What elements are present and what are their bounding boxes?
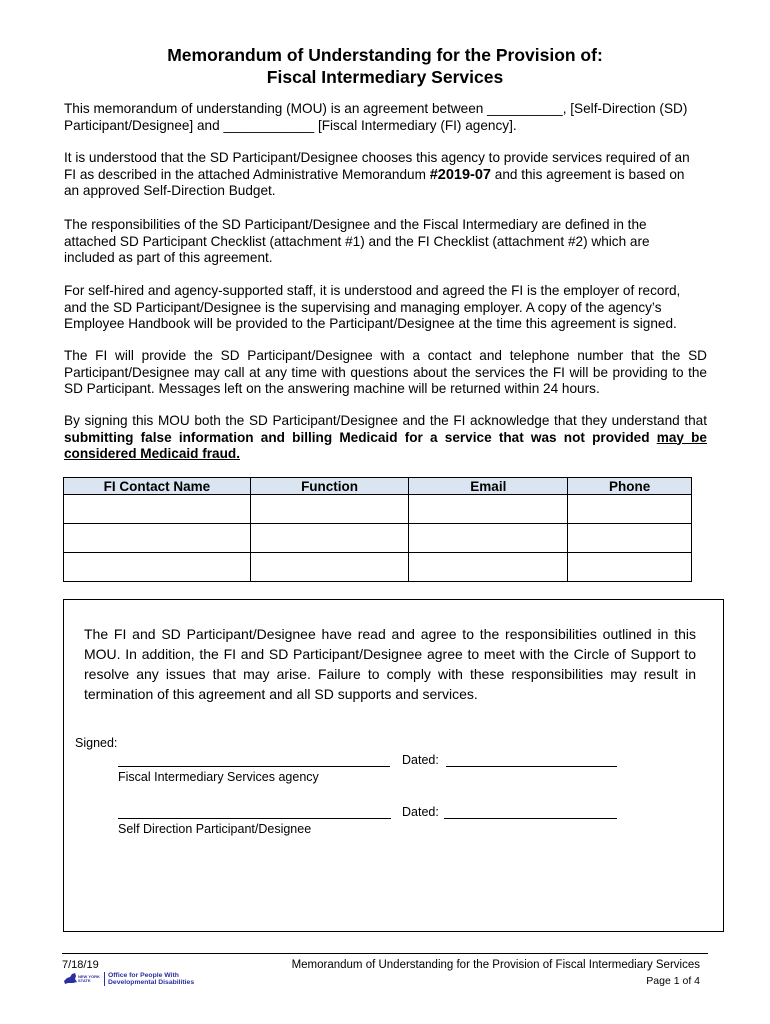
fi-contacts-table — [63, 477, 692, 582]
signed-label: Signed: — [75, 736, 118, 750]
header-function: Function — [250, 478, 409, 495]
table-cell[interactable] — [568, 524, 692, 553]
sd-signature-line[interactable] — [118, 818, 391, 819]
intro-line-1: This memorandum of understanding (MOU) is an agreement between __________, [Self-Direction (SD) — [64, 101, 688, 116]
fi-dated-label: Dated: — [402, 753, 439, 767]
table-cell[interactable] — [409, 495, 568, 524]
footer-divider — [62, 953, 708, 954]
logo-line-1: Office for People With — [108, 972, 179, 979]
sd-dated-label: Dated: — [402, 805, 439, 819]
footer-page-number: Page 1 of 4 — [646, 975, 700, 987]
para4-line-2: and the SD Participant/Designee is the supervising and managing employer. A copy of the agency’s — [64, 299, 662, 315]
footer-date: 7/18/19 — [62, 959, 99, 971]
fi-signature-line[interactable] — [118, 766, 390, 767]
fi-date-line[interactable] — [446, 766, 617, 767]
document-title — [0, 44, 770, 88]
para3-line-2: attached SD Participant Checklist (attachment #1) and the FI Checklist (attachment #2) which are — [64, 233, 650, 249]
memo-number: #2019-07 — [429, 166, 491, 183]
para3-line-1: The responsibilities of the SD Participant/Designee and the Fiscal Intermediary are defined in the — [64, 217, 647, 232]
fraud-bold-text: submitting false information and billing Medicaid for a service that was not provided — [64, 429, 657, 445]
table-cell[interactable] — [409, 553, 568, 582]
table-cell[interactable] — [250, 553, 409, 582]
para4-line-3: Employee Handbook will be provided to the Participant/Designee at the time this agreement is signed. — [64, 316, 677, 331]
table-cell[interactable] — [409, 524, 568, 553]
responsibilities-paragraph — [64, 217, 707, 267]
title-line-1: Memorandum of Understanding for the Provision of: — [167, 45, 603, 65]
table-row — [64, 524, 692, 553]
header-fi-contact-name: FI Contact Name — [64, 478, 251, 495]
fraud-underlined-text: may be considered Medicaid fraud. — [64, 429, 707, 461]
fraud-paragraph — [64, 413, 707, 463]
agency-choice-paragraph — [64, 150, 707, 200]
logo-state-text: NEW YORK STATE — [78, 974, 100, 983]
intro-paragraph — [64, 101, 707, 134]
employer-paragraph — [64, 283, 707, 333]
para2-line-2a: FI as described in the attached Administrative Memorandum — [64, 166, 430, 182]
table-cell[interactable] — [64, 524, 251, 553]
footer-document-title: Memorandum of Understanding for the Provision of Fiscal Intermediary Services — [291, 959, 700, 971]
sd-date-line[interactable] — [444, 818, 617, 819]
fraud-text: By signing this MOU both the SD Participant/Designee and the FI acknowledge that they understand that — [64, 413, 707, 428]
logo-line-2: Developmental Disabilities — [108, 979, 195, 986]
table-header-row — [64, 478, 692, 495]
table-cell[interactable] — [568, 553, 692, 582]
sd-signature-caption: Self Direction Participant/Designee — [118, 822, 312, 836]
para2-line-3: an approved Self-Direction Budget. — [64, 183, 276, 198]
contact-paragraph: The FI will provide the SD Participant/Designee with a contact and telephone number that the SD Participant/Designee may call at any time with questions about the services the FI will be providing to the SD Participant. Messages left on the answering machine will be returned within 24 hours. — [64, 348, 707, 396]
table-row — [64, 553, 692, 582]
table-cell[interactable] — [250, 524, 409, 553]
fi-signature-caption: Fiscal Intermediary Services agency — [118, 770, 319, 784]
para2-line-2 — [64, 167, 707, 184]
para2-line-2b: and this agreement is based on — [490, 166, 685, 182]
table-cell[interactable] — [568, 495, 692, 524]
table-cell[interactable] — [250, 495, 409, 524]
header-phone: Phone — [568, 478, 692, 495]
new-york-state-icon — [62, 972, 78, 986]
para2-line-1: It is understood that the SD Participant/Designee chooses this agency to provide services required of an — [64, 150, 690, 165]
title-line-2: Fiscal Intermediary Services — [266, 67, 504, 87]
logo-agency-text — [104, 972, 194, 986]
table-row — [64, 495, 692, 524]
agreement-text: The FI and SD Participant/Designee have read and agree to the responsibilities outlined in this MOU. In addition, the FI and SD Participant/Designee agree to meet with the Circle of Support to resolve any issues that may arise. Failure to comply with these responsibilities may result in termination of this agreement and all SD supports and services. — [84, 626, 696, 702]
opwdd-logo — [62, 970, 194, 988]
para3-line-3: included as part of this agreement. — [64, 250, 273, 265]
para4-line-1: For self-hired and agency-supported staff, it is understood and agreed the FI is the employer of record, — [64, 283, 681, 298]
table-cell[interactable] — [64, 553, 251, 582]
intro-line-2: Participant/Designee] and ____________ [Fiscal Intermediary (FI) agency]. — [64, 117, 517, 133]
header-email: Email — [409, 478, 568, 495]
table-cell[interactable] — [64, 495, 251, 524]
